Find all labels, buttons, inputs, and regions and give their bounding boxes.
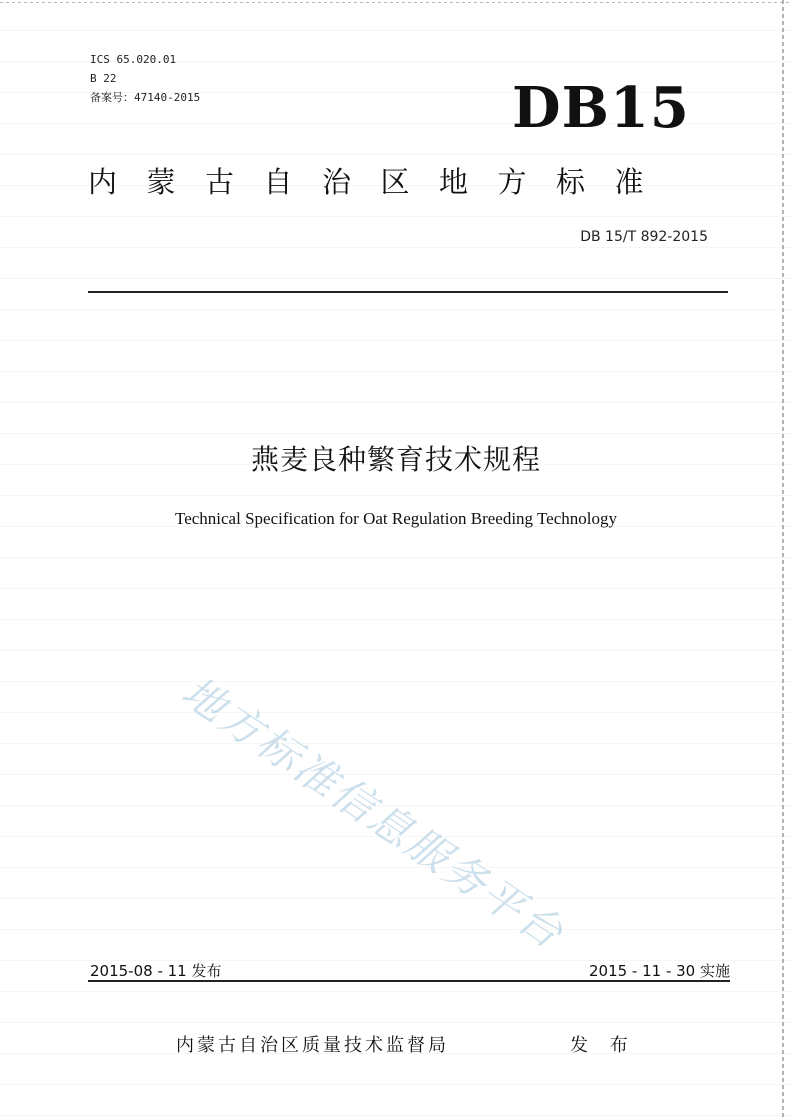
document-title-chinese: 燕麦良种繁育技术规程 [250, 443, 541, 476]
db15-logo: DB15 [512, 75, 690, 141]
issuing-authority: 内蒙古自治区质量技术监督局 [176, 1035, 449, 1056]
header-divider [88, 291, 728, 293]
scan-edge-top [0, 2, 792, 3]
ics-code: ICS 65.020.01 [90, 53, 177, 66]
record-number: 备案号：47140-2015 [90, 91, 201, 104]
classification-block [90, 50, 200, 107]
implementation-date: 2015 - 11 - 30 实施 [588, 962, 730, 980]
scan-edge-right [782, 0, 784, 1120]
ccs-code: B 22 [90, 72, 117, 85]
standard-number: DB 15/T 892-2015 [580, 229, 708, 245]
issue-label: 发 布 [570, 1035, 636, 1056]
standard-type-title: 内蒙古自治区地方标准 [88, 165, 674, 199]
footer-divider [88, 980, 730, 982]
document-title-english: Technical Specification for Oat Regulation Breeding Technology [175, 509, 617, 528]
issue-date: 2015-08 - 11 发布 [90, 962, 222, 980]
watermark-text: 地方标准信息服务平台 [173, 666, 574, 959]
